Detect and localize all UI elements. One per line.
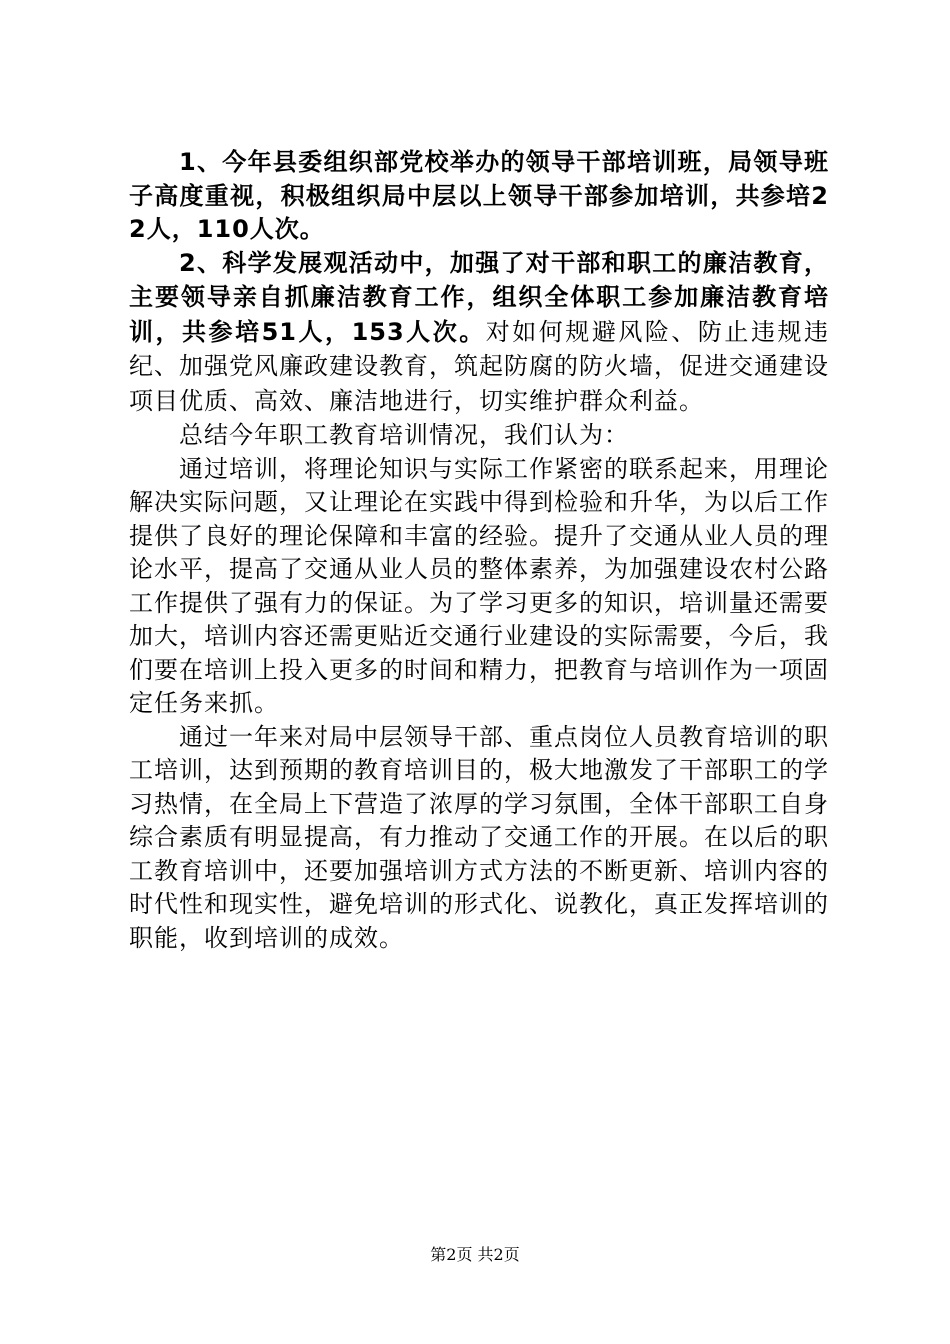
paragraph-5: 通过一年来对局中层领导干部、重点岗位人员教育培训的职工培训，达到预期的教育培训目的，极大地激发了干部职工的学习热情，在全局上下营造了浓厚的学习氛围，全体干部职工自身综合素质有明显提高，有力推动了交通工作的开展。在以后的职工教育培训中，还要加强培训方式方法的不断更新、培训内容的时代性和现实性，避免培训的形式化、说教化，真正发挥培训的职能，收到培训的成效。 xyxy=(129,722,829,952)
paragraph-3: 总结今年职工教育培训情况，我们认为： xyxy=(179,421,629,449)
document-body xyxy=(129,146,829,955)
page-number-footer: 第2页 共2页 xyxy=(430,1245,520,1264)
paragraph-2-bold-text: 2、科学发展观活动中，加强了对干部和职工的廉洁教育，主要领导亲自抓廉洁教育工作，组织全体职工参加廉洁教育培训，共参培51人，153人次。 xyxy=(129,248,829,346)
paragraph-1: 1、今年县委组织部党校举办的领导干部培训班，局领导班子高度重视，积极组织局中层以上领导干部参加培训，共参培22人，110人次。 xyxy=(129,148,829,243)
paragraph-2 xyxy=(129,247,829,420)
paragraph-4: 通过培训，将理论知识与实际工作紧密的联系起来，用理论解决实际问题，又让理论在实践中得到检验和升华，为以后工作提供了良好的理论保障和丰富的经验。提升了交通从业人员的理论水平，提高了交通从业人员的整体素养，为加强建设农村公路工作提供了强有力的保证。为了学习更多的知识，培训量还需要加大，培训内容还需更贴近交通行业建设的实际需要，今后，我们要在培训上投入更多的时间和精力，把教育与培训作为一项固定任务来抓。 xyxy=(129,454,829,717)
paragraph-2-normal-text: 对如何规避风险、防止违规违纪、加强党风廉政建设教育，筑起防腐的防火墙，促进交通建设项目优质、高效、廉洁地进行，切实维护群众利益。 xyxy=(129,317,829,415)
